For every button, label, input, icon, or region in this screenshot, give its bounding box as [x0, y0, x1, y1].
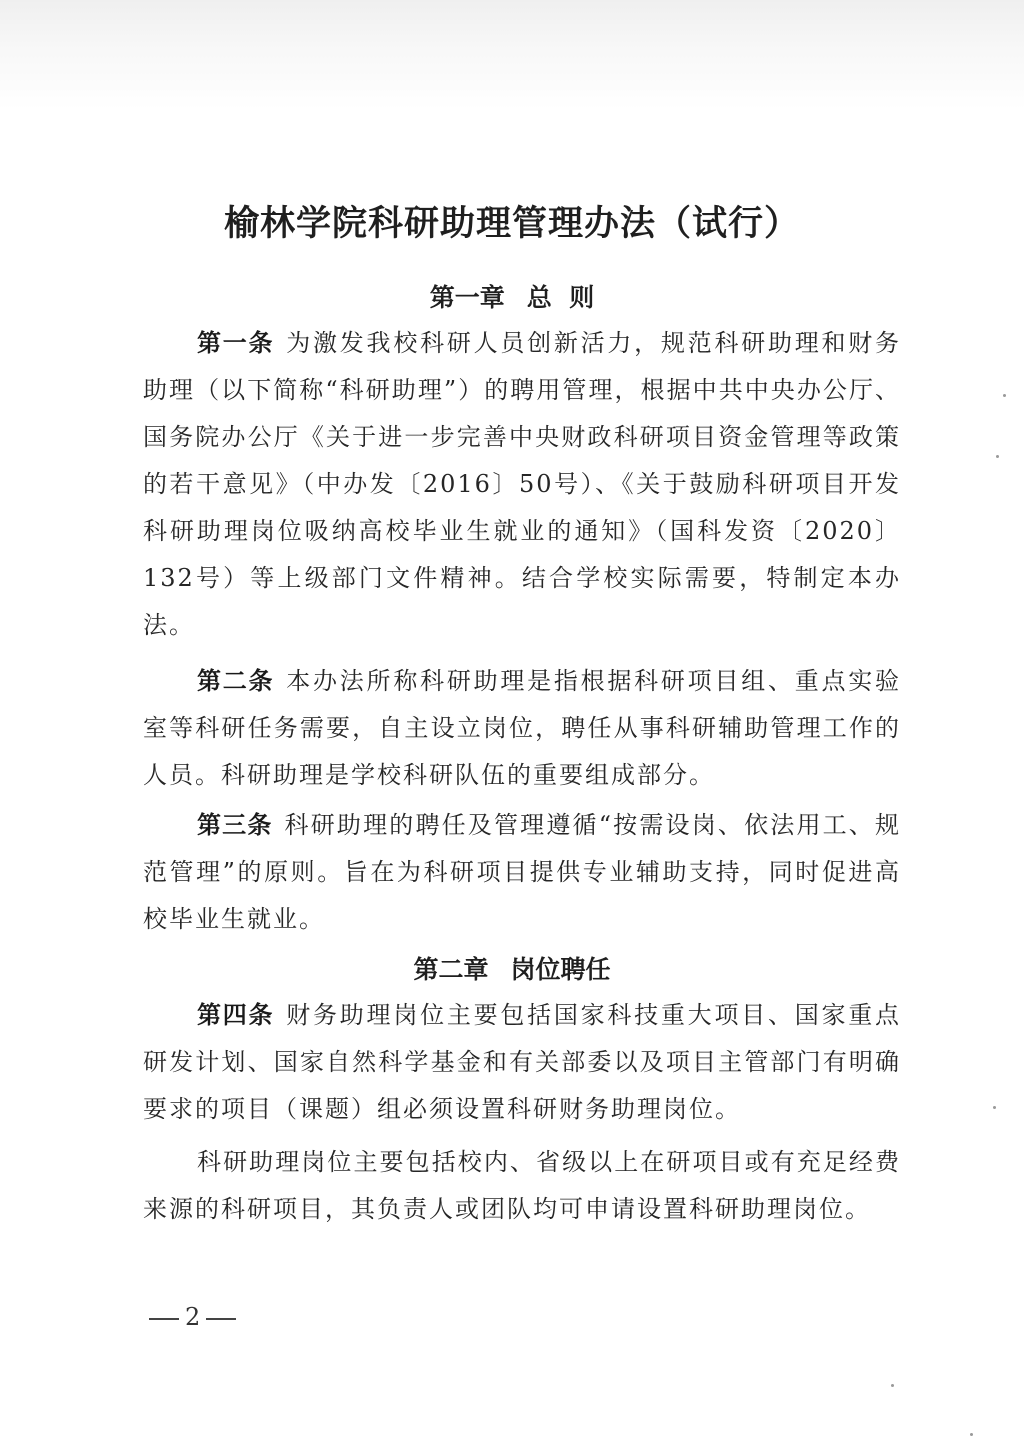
scan-speck [1003, 394, 1006, 397]
scan-top-shade [0, 0, 1024, 110]
document-title: 榆林学院科研助理管理办法（试行） [223, 204, 800, 244]
article-2-text: 本办法所称科研助理是指根据科研项目组、重点实验室等科研任务需要，自主设立岗位，聘任从事科研辅助管理工作的人员。科研助理是学校科研队伍的重要组成部分。 [143, 667, 901, 789]
chapter-2-heading [0, 950, 1024, 986]
scan-speck [996, 455, 999, 458]
scan-speck [970, 1433, 973, 1436]
article-3 [143, 802, 901, 943]
article-1 [143, 320, 901, 649]
scan-speck [891, 1384, 894, 1387]
footer-dash-right [206, 1318, 236, 1320]
article-2-label: 第二条 [197, 667, 275, 695]
article-3-text: 科研助理的聘任及管理遵循“按需设岗、依法用工、规范管理”的原则。旨在为科研项目提供专业辅助支持，同时促进高校毕业生就业。 [143, 811, 901, 933]
article-4-text: 财务助理岗位主要包括国家科技重大项目、国家重点研发计划、国家自然科学基金和有关部委以及项目主管部门有明确要求的项目（课题）组必须设置科研财务助理岗位。 [143, 1001, 901, 1123]
chapter-2-name: 岗位聘任 [510, 955, 611, 984]
chapter-1-heading [0, 278, 1024, 314]
scan-speck [993, 1106, 996, 1109]
article-4-label: 第四条 [197, 1001, 275, 1029]
chapter-2-number: 第二章 [413, 955, 489, 984]
chapter-1-name: 总 则 [526, 283, 595, 312]
article-2 [143, 658, 901, 799]
article-1-text: 为激发我校科研人员创新活力，规范科研助理和财务助理（以下简称“科研助理”）的聘用管理，根据中共中央办公厅、国务院办公厅《关于进一步完善中央财政科研项目资金管理等政策的若干意见》（中办发〔2016〕50号）、《关于鼓励科研项目开发科研助理岗位吸纳高校毕业生就业的通知》（国科发资〔2020〕132号）等上级部门文件精神。结合学校实际需要，特制定本办法。 [143, 329, 901, 639]
article-1-label: 第一条 [197, 329, 275, 357]
page-footer [143, 1303, 242, 1331]
page-number: 2 [185, 1303, 201, 1331]
footer-dash-left [149, 1318, 179, 1320]
article-4 [143, 992, 901, 1133]
article-3-label: 第三条 [197, 811, 273, 839]
article-4-continuation: 科研助理岗位主要包括校内、省级以上在研项目或有充足经费来源的科研项目，其负责人或团队均可申请设置科研助理岗位。 [143, 1148, 901, 1223]
chapter-1-number: 第一章 [429, 283, 505, 312]
